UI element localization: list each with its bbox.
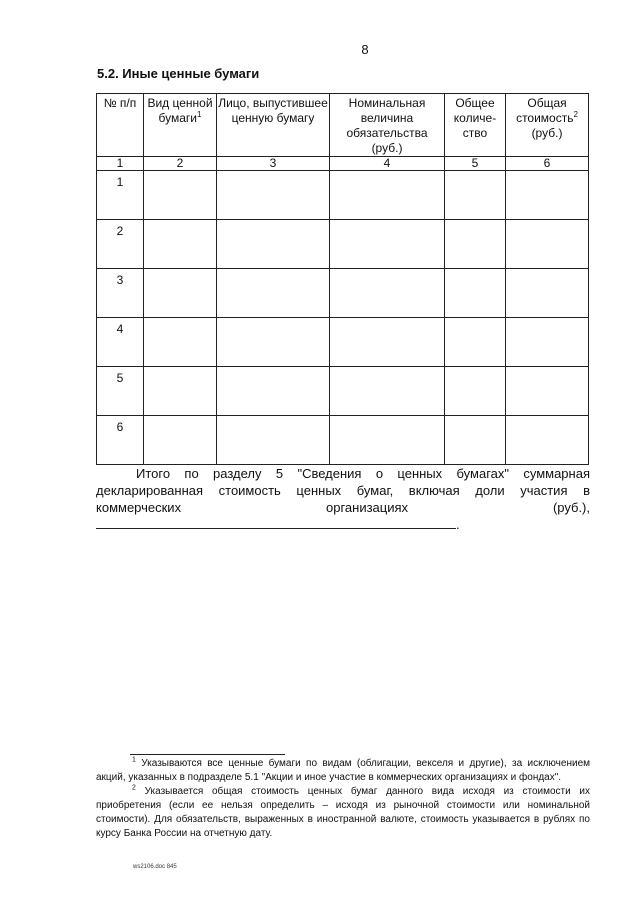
footnote-mark: 2 [573,110,578,119]
footnote-separator [130,754,285,755]
table-cell [506,171,589,220]
table-cell [144,269,217,318]
footnote-mark: 1 [197,110,202,119]
table-row [97,171,589,220]
table-cell [144,416,217,465]
table-cell [445,269,506,318]
table-cell [445,220,506,269]
footnotes [96,757,590,841]
row-number: 2 [97,220,144,269]
table-cell [506,416,589,465]
column-number: 2 [144,157,217,171]
summary-text: Итого по разделу 5 "Сведения о ценных бумагах" суммарная декларированная стоимость ценных бумаг, включая доли участия в коммерческих организациях (руб.), [96,466,590,515]
table-cell [217,318,330,367]
row-number: 3 [97,269,144,318]
table-cell [217,220,330,269]
table-cell [330,367,445,416]
table-cell [445,171,506,220]
table-cell [330,269,445,318]
summary-end: . [456,517,460,532]
header-issuer: Лицо, выпустившее ценную бумагу [217,94,330,157]
header-total-quantity: Общее количе-ство [445,94,506,157]
table-cell [445,318,506,367]
header-number: № п/п [97,94,144,157]
table-cell [144,220,217,269]
footnote-1: $^1$ Указываются все ценные бумаги по видам (облигации, векселя и другие), за исключением акций, указанных в подразделе 5.1 "Акции и иное участие в коммерческих организациях и фондах". [96,756,590,783]
footnote-mark: 2 [132,784,136,792]
table-row [97,318,589,367]
table-row [97,220,589,269]
table-cell [330,220,445,269]
table-cell [217,171,330,220]
table-cell [506,269,589,318]
table-cell [144,367,217,416]
table-row [97,367,589,416]
table-cell [330,416,445,465]
column-number: 6 [506,157,589,171]
header-nominal-value: Номинальная величина обязательства (руб.) [330,94,445,157]
row-number: 5 [97,367,144,416]
column-number: 5 [445,157,506,171]
column-number: 4 [330,157,445,171]
row-number: 6 [97,416,144,465]
table-cell [330,318,445,367]
table-cell [506,367,589,416]
table-row [97,416,589,465]
summary-paragraph [96,465,590,533]
column-number: 1 [97,157,144,171]
securities-table [96,93,589,465]
summary-blank-line[interactable] [96,516,456,529]
section-title: 5.2. Иные ценные бумаги [97,66,260,81]
table-cell [144,318,217,367]
column-number: 3 [217,157,330,171]
footnote-2: $^2$ Указывается общая стоимость ценных бумаг данного вида исходя из стоимости их приобретения (если ее нельзя определить – исходя из рыночной стоимости или номинальной стоимости). Для обязательств, выраженных в иностранной валюте, стоимость указывается в рублях по курсу Банка России на отчетную дату. [96,784,591,839]
table-cell [506,318,589,367]
footnote-mark: 1 [132,756,136,764]
table-cell [144,171,217,220]
table-cell [217,367,330,416]
table-header-row [97,94,589,157]
column-number-row [97,157,589,171]
table-cell [330,171,445,220]
row-number: 1 [97,171,144,220]
document-id: ws2106.doc 845 [133,864,177,870]
header-security-type: Вид ценной бумаги$^1$ [144,94,217,157]
page-number: 8 [361,42,369,57]
row-number: 4 [97,318,144,367]
table-row [97,269,589,318]
table-cell [217,269,330,318]
table-cell [506,220,589,269]
table-cell [445,416,506,465]
header-total-value: Общая стоимость$^2$ (руб.) [506,94,589,157]
table-cell [445,367,506,416]
table-cell [217,416,330,465]
